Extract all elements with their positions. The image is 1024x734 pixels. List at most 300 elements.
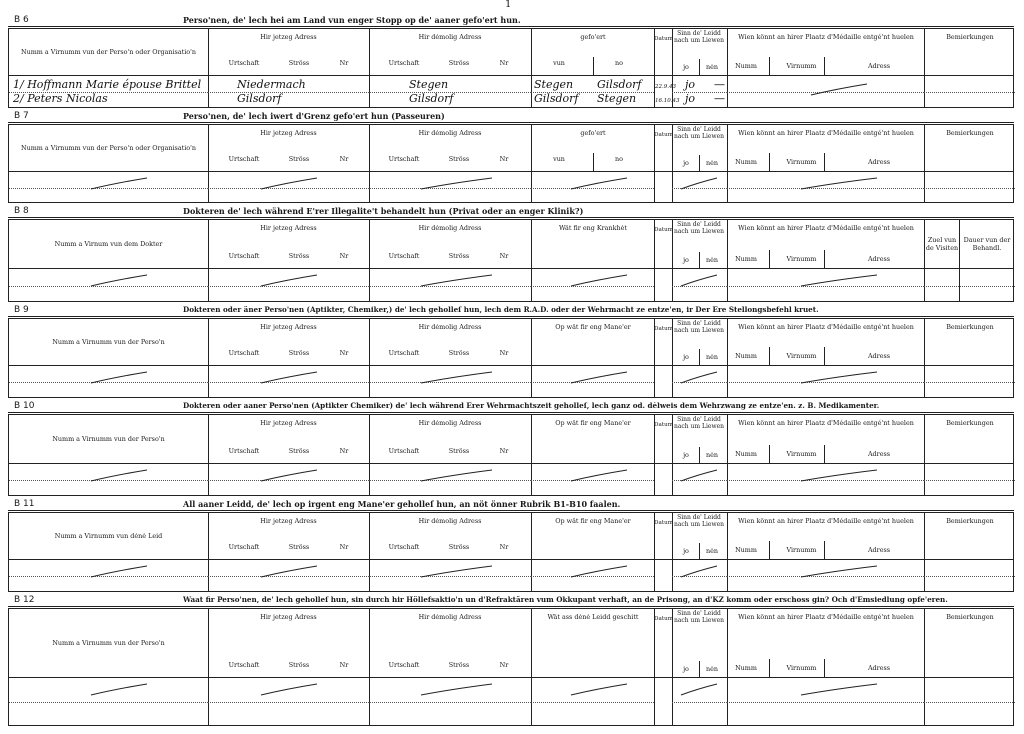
column-divider [208, 513, 209, 591]
cancel-stroke [259, 683, 319, 695]
column-divider [824, 153, 825, 171]
current-address-header: Hir jetzeg Adress [260, 613, 317, 621]
column-divider [924, 29, 925, 107]
row-guide [369, 702, 531, 703]
sense-header: Sinn de' Leidd nach um Liewen [673, 320, 725, 334]
column-divider [531, 513, 532, 591]
medal-firstname-header: Virnumm [786, 158, 817, 166]
street-header: Ströss [288, 349, 310, 357]
column-divider [531, 415, 532, 495]
row-guide [924, 480, 1015, 481]
no-header: nėn [705, 63, 718, 71]
row-guide [531, 286, 654, 287]
nr-header: Nr [339, 252, 349, 260]
column-divider [769, 445, 770, 463]
header-divider [9, 171, 1013, 172]
cancel-stroke [419, 565, 494, 577]
section-title: All aaner Leidd, de' lech op irgent eng Mane'er geholleſ hun, an nöt önner Rubrik B1-B10 faalen. [183, 499, 621, 509]
section-b6 [8, 14, 1014, 110]
section-id: B 11 [14, 499, 35, 509]
column-divider [699, 155, 700, 171]
column-divider [727, 415, 728, 495]
street-header: Ströss [448, 59, 470, 67]
row-guide [924, 286, 1015, 287]
section-id: B 8 [14, 206, 29, 216]
former-address-header: Hir dėmolig Adress [418, 419, 482, 427]
cancel-stroke [799, 274, 879, 286]
medal-firstname-header: Virnumm [786, 352, 817, 360]
row-guide [924, 188, 1015, 189]
cancel-stroke [89, 683, 149, 695]
street-header: Ströss [288, 543, 310, 551]
no-header: nėn [705, 353, 718, 361]
locality-header: Urtschaft [228, 661, 260, 669]
col4-header: Op wät fir eng Mane'er [555, 419, 631, 427]
medal-header: Wien könnt an hirer Plaatz d'Médaille entgé'nt huelen [738, 129, 914, 137]
entry-no: — [714, 78, 725, 91]
former-address-header: Hir dėmolig Adress [418, 33, 482, 41]
former-address-header: Hir dėmolig Adress [418, 517, 482, 525]
column-divider [699, 59, 700, 75]
medal-name-header: Numm [735, 255, 757, 263]
duration-header: Dauer vun der Behandl. [963, 236, 1011, 252]
row-guide [924, 382, 1015, 383]
sense-header: Sinn de' Leidd nach um Liewen [673, 30, 725, 44]
cancel-stroke [569, 683, 629, 695]
column-divider [699, 543, 700, 559]
row-guide [9, 286, 208, 287]
column-divider [924, 125, 925, 202]
column-divider [699, 661, 700, 677]
column-divider [769, 153, 770, 171]
column-divider [531, 220, 532, 301]
sense-header: Sinn de' Leidd nach um Liewen [673, 610, 725, 624]
section-id: B 9 [14, 305, 29, 315]
column-divider [727, 220, 728, 301]
medal-address-header: Adress [867, 664, 891, 672]
column-divider [593, 153, 594, 171]
to-header: no [615, 59, 623, 67]
yes-header: jo [683, 159, 689, 167]
street-header: Ströss [288, 59, 310, 67]
street-header: Ströss [448, 252, 470, 260]
column-divider [369, 415, 370, 495]
yes-header: jo [683, 353, 689, 361]
cancel-stroke [419, 274, 494, 286]
date-header: Datum [654, 422, 673, 428]
column-divider [208, 609, 209, 725]
no-header: nėn [705, 451, 718, 459]
entry-to: Stegen [597, 92, 637, 105]
column-divider [727, 29, 728, 107]
nr-header: Nr [499, 252, 509, 260]
locality-header: Urtschaft [228, 252, 260, 260]
remarks-header: Bemierkungen [946, 33, 994, 41]
column-divider [824, 541, 825, 559]
section-header [8, 304, 1014, 317]
column-divider [699, 447, 700, 463]
cancel-stroke [799, 469, 879, 481]
no-header: nėn [705, 159, 718, 167]
street-header: Ströss [448, 447, 470, 455]
medal-name-header: Numm [735, 546, 757, 554]
street-header: Ströss [448, 543, 470, 551]
column-divider [769, 347, 770, 365]
nr-header: Nr [499, 155, 509, 163]
section-b10 [8, 400, 1014, 498]
from-header: vun [553, 59, 565, 67]
row-guide [727, 702, 924, 703]
section-b7 [8, 110, 1014, 205]
locality-header: Urtschaft [228, 59, 260, 67]
column-divider [824, 250, 825, 268]
column-divider [208, 29, 209, 107]
column-divider [369, 125, 370, 202]
no-header: nėn [705, 547, 718, 555]
cancel-stroke [259, 565, 319, 577]
street-header: Ströss [288, 155, 310, 163]
medal-header: Wien könnt an hirer Plaatz d'Médaille entgé'nt huelen [738, 224, 914, 232]
date-header: Datum [654, 132, 673, 138]
cancel-stroke [259, 469, 319, 481]
cancel-stroke [569, 469, 629, 481]
section-id: B 12 [14, 595, 35, 605]
page-number: 1 [505, 0, 512, 10]
current-address-header: Hir jetzeg Adress [260, 33, 317, 41]
remarks-header: Bemierkungen [946, 419, 994, 427]
row-guide [369, 286, 531, 287]
sense-header: Sinn de' Leidd nach um Liewen [673, 126, 725, 140]
medal-address-header: Adress [867, 546, 891, 554]
locality-header: Urtschaft [228, 155, 260, 163]
current-address-header: Hir jetzeg Adress [260, 129, 317, 137]
locality-header: Urtschaft [388, 252, 420, 260]
column-divider [208, 125, 209, 202]
section-id: B 6 [14, 15, 29, 25]
section-b8 [8, 205, 1014, 304]
nr-header: Nr [339, 447, 349, 455]
column-divider [531, 609, 532, 725]
date-header: Datum [654, 616, 673, 622]
column-divider [699, 252, 700, 268]
entry-from: Stegen [534, 78, 574, 91]
column-divider [924, 513, 925, 591]
former-address-header: Hir dėmolig Adress [418, 613, 482, 621]
column-divider [531, 29, 532, 107]
section-header [8, 400, 1014, 413]
medal-firstname-header: Virnumm [786, 62, 817, 70]
sense-header: Sinn de' Leidd nach um Liewen [673, 416, 725, 430]
locality-header: Urtschaft [228, 447, 260, 455]
entry-former-address: Gilsdorf [409, 92, 454, 105]
section-header [8, 498, 1014, 511]
column-divider [208, 220, 209, 301]
locality-header: Urtschaft [388, 349, 420, 357]
section-title: Dokteren de' lech während E'rer Illegalite't behandelt hun (Privat oder an enger Klinik?) [183, 206, 584, 216]
locality-header: Urtschaft [228, 543, 260, 551]
locality-header: Urtschaft [388, 447, 420, 455]
column-divider [369, 609, 370, 725]
former-address-header: Hir dėmolig Adress [418, 323, 482, 331]
cancel-stroke [419, 683, 494, 695]
cancel-stroke [419, 469, 494, 481]
street-header: Ströss [288, 252, 310, 260]
sense-header: Sinn de' Leidd nach um Liewen [673, 221, 725, 235]
entry-yes: jo [685, 78, 696, 91]
remarks-header: Bemierkungen [946, 323, 994, 331]
section-table [8, 124, 1014, 203]
header-divider [9, 559, 1013, 560]
cancel-stroke [799, 565, 879, 577]
cancel-stroke [679, 683, 719, 695]
name-column-header: Numm a Virnumm vun dėnė Leid [54, 532, 163, 540]
cancel-stroke [89, 371, 149, 383]
column-divider [208, 415, 209, 495]
col4-header: gefo'ert [580, 129, 606, 137]
locality-header: Urtschaft [388, 155, 420, 163]
entry-date: 16.10.43 [655, 98, 680, 104]
section-b12 [8, 594, 1014, 728]
row-guide [208, 286, 369, 287]
row-guide [672, 286, 727, 287]
cancel-stroke [569, 274, 629, 286]
section-title: Dokteren oder aaner Perso'nen (Aptikter Chemiker) de' lech während Erer Wehrmachtszeit geholleſ, lech ganz od. dėlweis dem Wehrzwang ze entze'en. z. B. Medikamenter. [183, 401, 880, 410]
column-divider [531, 125, 532, 202]
medal-name-header: Numm [735, 62, 757, 70]
locality-header: Urtschaft [388, 661, 420, 669]
current-address-header: Hir jetzeg Adress [260, 419, 317, 427]
current-address-header: Hir jetzeg Adress [260, 224, 317, 232]
remarks-header: Bemierkungen [946, 517, 994, 525]
entry-former-address: Stegen [409, 78, 449, 91]
nr-header: Nr [499, 661, 509, 669]
column-divider [369, 319, 370, 397]
medal-header: Wien könnt an hirer Plaatz d'Médaille entgé'nt huelen [738, 613, 914, 621]
column-divider [824, 659, 825, 677]
row-guide [208, 702, 369, 703]
header-divider [9, 677, 1013, 678]
medal-address-header: Adress [867, 450, 891, 458]
col4-header: Op wät fir eng Mane'er [555, 323, 631, 331]
cancel-stroke [799, 683, 879, 695]
medal-name-header: Numm [735, 352, 757, 360]
cancel-stroke [679, 274, 719, 286]
entry-to: Gilsdorf [597, 78, 642, 91]
section-id: B 7 [14, 111, 29, 121]
cancel-stroke [569, 565, 629, 577]
medal-name-header: Numm [735, 158, 757, 166]
row-guide [924, 576, 1015, 577]
entry-current-address: Gilsdorf [237, 92, 282, 105]
row-guide [531, 702, 654, 703]
column-divider [824, 347, 825, 365]
section-table [8, 318, 1014, 398]
cancel-stroke [89, 177, 149, 189]
former-address-header: Hir dėmolig Adress [418, 129, 482, 137]
cancel-stroke [259, 371, 319, 383]
section-b11 [8, 498, 1014, 594]
nr-header: Nr [339, 349, 349, 357]
medal-address-header: Adress [867, 255, 891, 263]
entry-name: 2/ Peters Nicolas [13, 92, 108, 105]
column-divider [924, 220, 925, 301]
entry-date: 22.9.43 [655, 84, 676, 90]
column-divider [369, 29, 370, 107]
yes-header: jo [683, 256, 689, 264]
medal-header: Wien könnt an hirer Plaatz d'Médaille entgé'nt huelen [738, 323, 914, 331]
street-header: Ströss [448, 155, 470, 163]
column-divider [369, 220, 370, 301]
section-title: Perso'nen, de' lech iwert d'Grenz gefo'ert hun (Passeuren) [183, 111, 445, 121]
section-header [8, 205, 1014, 218]
nr-header: Nr [339, 155, 349, 163]
section-title: Waat fir Perso'nen, de' lech geholleſ hun, sin durch hir Höllefsaktio'n un d'Refraktären vum Okkupant verhaft, an de Prisong, an d'KZ komm oder erschoss gin? Och d'Emsiedlung opfe'eren. [183, 595, 948, 604]
remarks-header: Bemierkungen [946, 129, 994, 137]
cancel-stroke [799, 177, 879, 189]
name-column-header: Numm a Virnumm vun der Perso'n oder Organisatio'n [21, 144, 196, 152]
column-divider [769, 659, 770, 677]
date-header: Datum [654, 326, 673, 332]
entry-current-address: Niedermach [237, 78, 306, 91]
from-header: vun [553, 155, 565, 163]
cancel-stroke [569, 177, 629, 189]
locality-header: Urtschaft [388, 59, 420, 67]
name-column-header: Numm a Virnumm vun der Perso'n [52, 639, 165, 647]
section-id: B 10 [14, 401, 35, 411]
yes-header: jo [683, 665, 689, 673]
medal-address-header: Adress [867, 158, 891, 166]
medal-header: Wien könnt an hirer Plaatz d'Médaille entgé'nt huelen [738, 517, 914, 525]
medal-header: Wien könnt an hirer Plaatz d'Médaille entgé'nt huelen [738, 419, 914, 427]
column-divider [654, 609, 655, 725]
entry-from: Gilsdorf [534, 92, 579, 105]
section-header [8, 110, 1014, 123]
date-header: Datum [654, 36, 673, 42]
header-divider [9, 268, 1013, 269]
col4-header: gefo'ert [580, 33, 606, 41]
medal-firstname-header: Virnumm [786, 546, 817, 554]
medal-address-header: Adress [867, 62, 891, 70]
col4-header: Wät fir eng Krankhėt [559, 224, 627, 232]
sense-header: Sinn de' Leidd nach um Liewen [673, 514, 725, 528]
header-divider [9, 365, 1013, 366]
column-divider [672, 609, 673, 725]
medal-firstname-header: Virnumm [786, 255, 817, 263]
column-divider [959, 220, 960, 301]
section-table [8, 28, 1014, 108]
nr-header: Nr [499, 59, 509, 67]
column-divider [769, 250, 770, 268]
medal-firstname-header: Virnumm [786, 664, 817, 672]
col4-header: Wät ass dėnė Leidd geschitt [547, 613, 639, 621]
section-header [8, 594, 1014, 607]
column-divider [769, 57, 770, 75]
section-title: Perso'nen, de' lech hei am Land vun enger Stopp op de' aaner gefo'ert hun. [183, 15, 521, 25]
nr-header: Nr [499, 543, 509, 551]
nr-header: Nr [339, 59, 349, 67]
column-divider [699, 349, 700, 365]
date-header: Datum [654, 227, 673, 233]
column-divider [531, 319, 532, 397]
no-header: nėn [705, 256, 718, 264]
entry-name: 1/ Hoffmann Marie épouse Brittel [13, 78, 202, 91]
header-divider [9, 463, 1013, 464]
header-divider [9, 75, 1013, 76]
column-divider [727, 319, 728, 397]
cancel-stroke [259, 177, 319, 189]
nr-header: Nr [499, 349, 509, 357]
row-guide [924, 702, 1015, 703]
row-guide [727, 286, 924, 287]
cancel-stroke [809, 83, 869, 95]
column-divider [369, 513, 370, 591]
column-divider [727, 125, 728, 202]
column-divider [824, 445, 825, 463]
column-divider [924, 319, 925, 397]
street-header: Ströss [288, 447, 310, 455]
no-header: nėn [705, 665, 718, 673]
section-table [8, 414, 1014, 496]
medal-header: Wien könnt an hirer Plaatz d'Médaille entgé'nt huelen [738, 33, 914, 41]
section-table [8, 512, 1014, 592]
medal-address-header: Adress [867, 352, 891, 360]
nr-header: Nr [339, 543, 349, 551]
column-divider [924, 609, 925, 725]
cancel-stroke [679, 177, 719, 189]
section-table [8, 608, 1014, 726]
former-address-header: Hir dėmolig Adress [418, 224, 482, 232]
cancel-stroke [679, 469, 719, 481]
entry-yes: jo [685, 92, 696, 105]
current-address-header: Hir jetzeg Adress [260, 517, 317, 525]
visits-header: Zuel vun de Visiten [925, 236, 959, 252]
cancel-stroke [799, 371, 879, 383]
column-divider [769, 541, 770, 559]
column-divider [727, 609, 728, 725]
column-divider [924, 415, 925, 495]
nr-header: Nr [499, 447, 509, 455]
cancel-stroke [419, 177, 494, 189]
locality-header: Urtschaft [388, 543, 420, 551]
date-header: Datum [654, 520, 673, 526]
street-header: Ströss [448, 349, 470, 357]
remarks-header: Bemierkungen [946, 613, 994, 621]
medal-name-header: Numm [735, 664, 757, 672]
column-divider [824, 57, 825, 75]
to-header: no [615, 155, 623, 163]
name-column-header: Numm a Virnum vun dem Dokter [54, 240, 163, 248]
yes-header: jo [683, 63, 689, 71]
section-header [8, 14, 1014, 27]
name-column-header: Numm a Virnumm vun der Perso'n [52, 435, 165, 443]
yes-header: jo [683, 547, 689, 555]
entry-no: — [714, 92, 725, 105]
name-column-header: Numm a Virnumm vun der Perso'n oder Organisatio'n [21, 48, 196, 56]
medal-name-header: Numm [735, 450, 757, 458]
section-title: Dokteren oder äner Perso'nen (Aptikter, Chemiker,) de' lech geholleſ hun, lech dem R.A.D. oder der Wehrmacht ze entze'en, ir Der Ere Stellongsbefehl kruet. [183, 305, 819, 314]
col4-header: Op wät fir eng Mane'er [555, 517, 631, 525]
column-divider [208, 319, 209, 397]
row-guide [672, 702, 727, 703]
section-table [8, 219, 1014, 302]
cancel-stroke [89, 565, 149, 577]
medal-firstname-header: Virnumm [786, 450, 817, 458]
section-b9 [8, 304, 1014, 400]
cancel-stroke [569, 371, 629, 383]
column-divider [593, 57, 594, 75]
cancel-stroke [679, 565, 719, 577]
yes-header: jo [683, 451, 689, 459]
